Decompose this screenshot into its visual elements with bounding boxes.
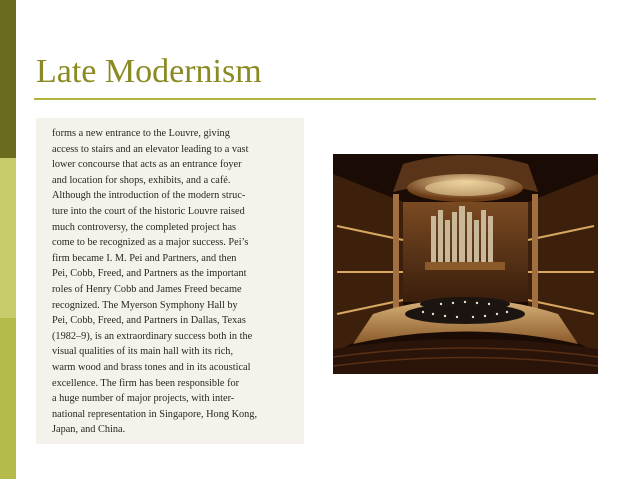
- scan-text-line: roles of Henry Cobb and James Freed became: [52, 283, 242, 295]
- scan-text-line: excellence. The firm has been responsible for: [52, 377, 240, 389]
- scan-text-line: access to stairs and an elevator leading to a vast: [52, 143, 249, 155]
- scan-text-line: recognized. The Myerson Symphony Hall by: [52, 299, 238, 311]
- scan-text-line: much controversy, the completed project has: [52, 221, 237, 233]
- scan-text-line: Although the introduction of the modern struc-: [52, 190, 246, 202]
- scan-text-line: lower concourse that acts as an entrance foyer: [52, 159, 242, 171]
- scan-text-line: ture into the court of the historic Louvre raised: [52, 205, 245, 217]
- scan-text-line: (1982–9), is an extraordinary success both in the: [52, 330, 253, 342]
- scan-text-line: warm wood and brass tones and in its acoustical: [52, 361, 251, 373]
- scan-text-line: national representation in Singapore, Hong Kong,: [52, 408, 258, 420]
- concert-hall-photo: [333, 154, 598, 374]
- scan-text-line: forms a new entrance to the Louvre, giving: [52, 128, 230, 139]
- scanned-text-page: [36, 118, 304, 444]
- scan-text-line: firm became I. M. Pei and Partners, and then: [52, 252, 237, 264]
- scan-text-line: visual qualities of its main hall with its rich,: [52, 346, 234, 358]
- scan-text-line: and location for shops, exhibits, and a café.: [52, 174, 231, 186]
- scan-text-line: come to be recognized as a major success. Pei’s: [52, 237, 249, 249]
- scan-text-line: Japan, and China.: [52, 424, 126, 436]
- sidebar-band-top: [0, 0, 16, 158]
- sidebar-band-bottom: [0, 318, 16, 479]
- concert-hall-illustration: [333, 154, 598, 374]
- sidebar-band-middle: [0, 158, 16, 318]
- slide-title: Late Modernism: [36, 53, 262, 90]
- scanned-text-body: [52, 126, 306, 438]
- scan-text-line: Pei, Cobb, Freed, and Partners as the important: [52, 268, 247, 280]
- scan-text-line: a huge number of major projects, with inter-: [52, 393, 235, 405]
- scan-text-line: Pei, Cobb, Freed, and Partners in Dallas, Texas: [52, 315, 246, 327]
- title-underline: [34, 98, 596, 100]
